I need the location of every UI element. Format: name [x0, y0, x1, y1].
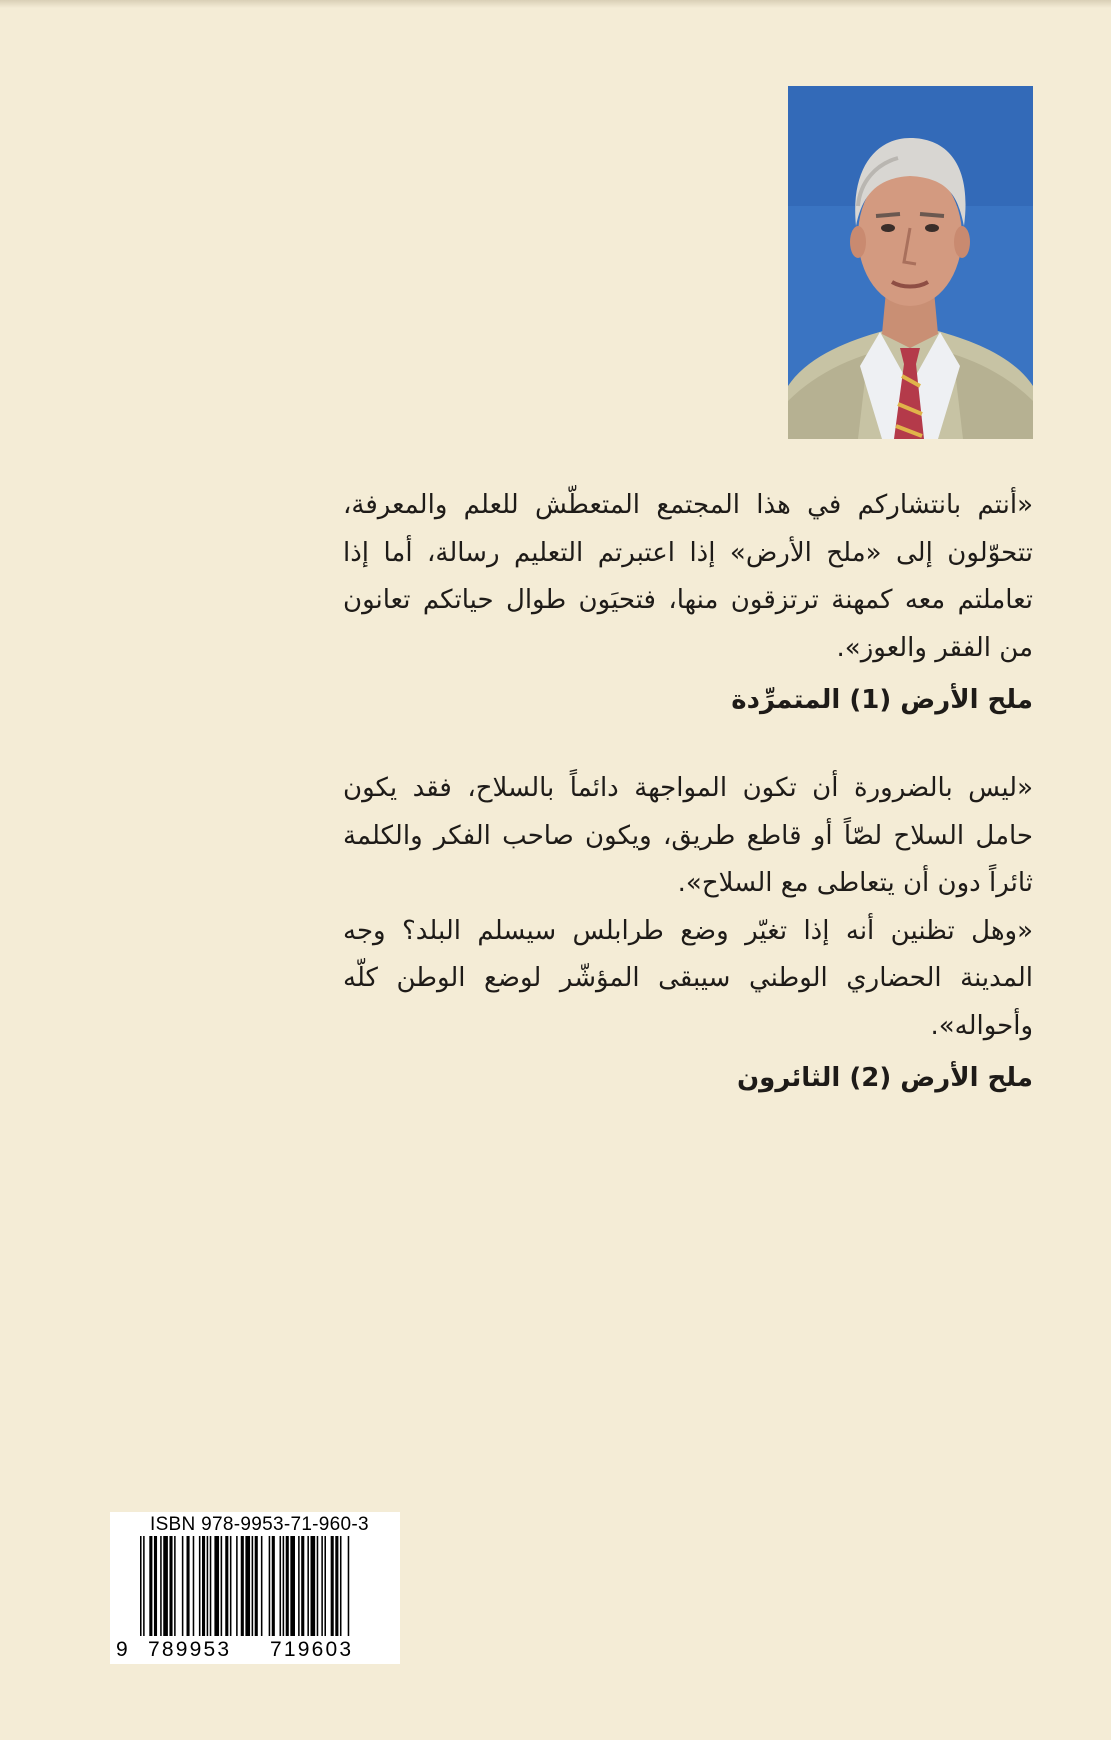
- barcode-bar: [269, 1536, 271, 1636]
- quote-source: ملح الأرض (1) المتمرِّدة: [731, 685, 1033, 715]
- barcode-bar: [154, 1536, 157, 1636]
- barcode-bar: [230, 1536, 232, 1636]
- barcode-bar: [241, 1536, 244, 1636]
- barcode-icon: [140, 1536, 392, 1636]
- cover-top-edge: [0, 0, 1111, 8]
- barcode-bar: [283, 1536, 285, 1636]
- barcode-bar: [149, 1536, 152, 1636]
- barcode-bar: [193, 1536, 195, 1636]
- quote-block-1: [343, 482, 1033, 722]
- barcode-bar: [210, 1536, 212, 1636]
- quote-block-2: [343, 765, 1033, 1100]
- barcode-bar: [331, 1536, 334, 1636]
- barcode-bar: [301, 1536, 304, 1636]
- barcode-digit-lead: 9: [116, 1638, 128, 1661]
- barcode-bar: [160, 1536, 162, 1636]
- barcode-bar: [221, 1536, 223, 1636]
- quote-source: ملح الأرض (2) الثائرون: [736, 1063, 1033, 1093]
- barcode-bar: [202, 1536, 205, 1636]
- barcode-bar: [272, 1536, 275, 1636]
- barcode-bar: [317, 1536, 319, 1636]
- barcode-bar: [321, 1536, 323, 1636]
- barcode-bar: [163, 1536, 168, 1636]
- barcode-bar: [225, 1536, 228, 1636]
- barcode-bar: [286, 1536, 289, 1636]
- barcode-bar: [182, 1536, 184, 1636]
- barcode-bar: [199, 1536, 201, 1636]
- barcode-bar: [174, 1536, 176, 1636]
- barcode-bar: [280, 1536, 282, 1636]
- barcode-digit-group-1: 789953: [148, 1638, 232, 1661]
- author-photo: [788, 86, 1033, 439]
- quote-paragraph-1: «ليس بالضرورة أن تكون المواجهة دائماً بالسلاح، فقد يكون حامل السلاح لصّاً أو قاطع طريق، ويكون صاحب الفكر والكلمة ثائراً دون أن يتعاطى مع السلاح».: [343, 773, 1033, 898]
- barcode-bar: [187, 1536, 190, 1636]
- barcode-bar: [236, 1536, 238, 1636]
- author-portrait-icon: [788, 86, 1033, 439]
- quote-paragraph-2: «وهل تظنين أنه إذا تغيّر وضع طرابلس سيسلم البلد؟ وجه المدينة الحضاري الوطني سيبقى المؤشّر لوضع الوطن كلّه وأحواله».: [343, 915, 1033, 1041]
- barcode-bar: [169, 1536, 172, 1636]
- barcode-digit-group-2: 719603: [270, 1638, 354, 1661]
- barcode-bar: [340, 1536, 342, 1636]
- barcode-bar: [311, 1536, 316, 1636]
- barcode-bar: [214, 1536, 219, 1636]
- barcode-bar: [140, 1536, 142, 1636]
- barcode-bar: [255, 1536, 258, 1636]
- barcode-bar: [298, 1536, 300, 1636]
- barcode-bar: [348, 1536, 350, 1636]
- barcode-bar: [143, 1536, 145, 1636]
- barcode-bar: [324, 1536, 326, 1636]
- barcode-bar: [245, 1536, 250, 1636]
- barcode-bar: [207, 1536, 209, 1636]
- isbn-label: ISBN 978-9953-71-960-3: [150, 1514, 369, 1535]
- barcode-bar: [290, 1536, 295, 1636]
- barcode-bar: [307, 1536, 309, 1636]
- barcode-bar: [261, 1536, 263, 1636]
- barcode-bar: [252, 1536, 254, 1636]
- barcode-bar: [335, 1536, 338, 1636]
- barcode-digits: [116, 1638, 396, 1664]
- isbn-barcode: [110, 1512, 400, 1664]
- quote-paragraph: «أنتم بانتشاركم في هذا المجتمع المتعطّش للعلم والمعرفة، تتحوّلون إلى «ملح الأرض» إذا اعتبرتم التعليم رسالة، أما إذا تعاملتم معه كمهنة ترتزقون منها، فتحيَون طوال حياتكم تعانون من الفقر والعوز».: [343, 490, 1033, 663]
